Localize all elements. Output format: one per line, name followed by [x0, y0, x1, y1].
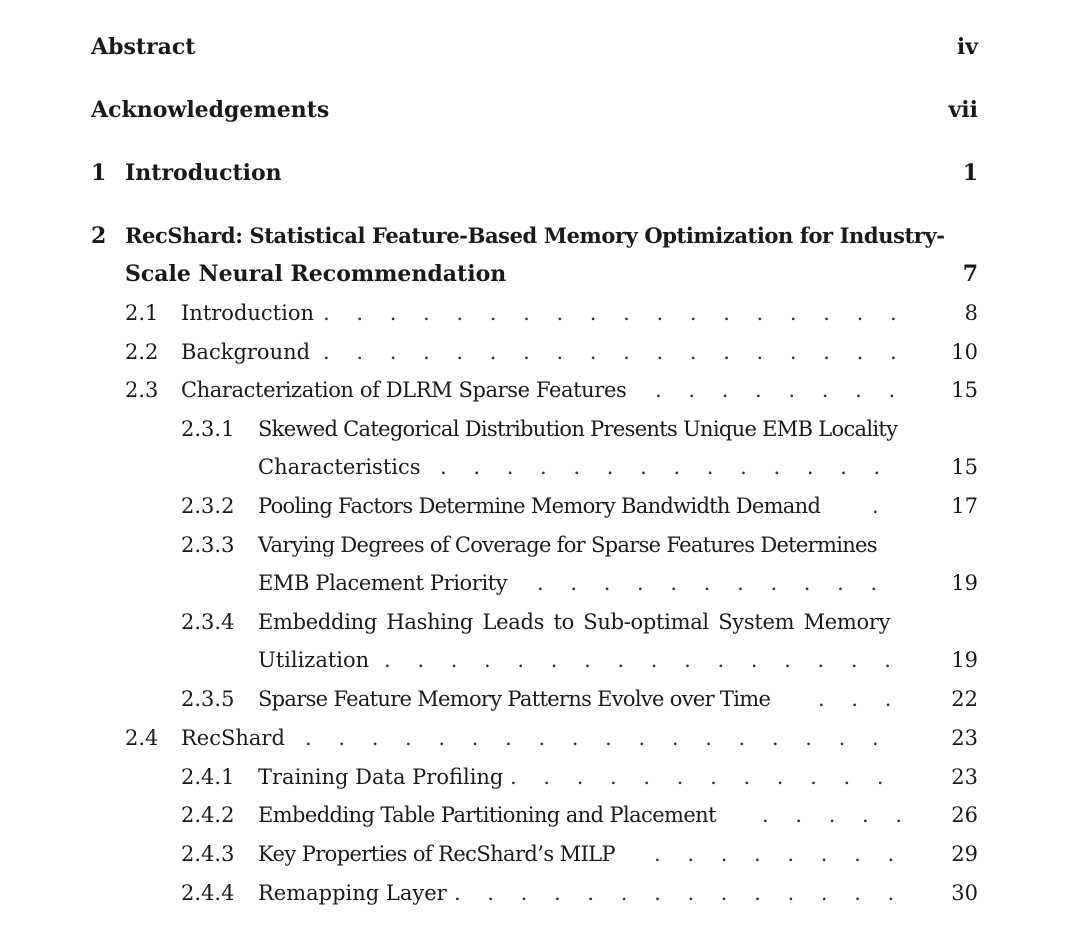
toc-leader: . . . . . . . . . . . . . . . . — [384, 648, 901, 672]
toc-entry-2-3-2[interactable] — [0, 488, 1080, 524]
toc-number: 2.3.3 — [181, 533, 235, 557]
toc-leader: . — [872, 494, 889, 518]
toc-title: Background — [181, 340, 311, 364]
toc-entry-chapter-2[interactable] — [0, 218, 1080, 254]
toc-title: Embedding Table Partitioning and Placement — [258, 803, 716, 827]
toc-entry-2-3-3-cont[interactable] — [0, 565, 1080, 601]
toc-title: Sparse Feature Memory Patterns Evolve over Time — [258, 687, 771, 711]
toc-page: 30 — [951, 881, 978, 905]
toc-page: 15 — [951, 378, 978, 402]
toc-leader: . . . . . . . . — [654, 842, 905, 866]
toc-entry-2-4-1[interactable] — [0, 759, 1080, 795]
toc-title: Characteristics — [258, 455, 421, 479]
toc-title: RecShard: Statistical Feature-Based Memory Optimization for Industry- — [125, 223, 945, 248]
toc-title: Characterization of DLRM Sparse Features — [181, 378, 627, 402]
toc-page: 23 — [951, 726, 978, 750]
toc-leader: . . . . . . . . . . . — [537, 571, 888, 595]
toc-number: 2.4 — [125, 726, 159, 750]
toc-number: 2.3 — [125, 378, 159, 402]
toc-entry-2-3-1[interactable] — [0, 411, 1080, 447]
toc-page: 7 — [962, 261, 978, 287]
toc-entry-2-3-5[interactable] — [0, 681, 1080, 717]
toc-leader: . . . — [818, 687, 902, 711]
toc-leader: . . . . . — [762, 803, 913, 827]
toc-page: 15 — [951, 455, 978, 479]
toc-number: 2.4.4 — [181, 881, 235, 905]
toc-number: 2.1 — [125, 301, 159, 325]
toc-title: Introduction — [181, 301, 314, 325]
toc-number: 2.2 — [125, 340, 159, 364]
toc-entry-2-3-4[interactable] — [0, 604, 1080, 640]
toc-number: 2 — [91, 223, 107, 249]
toc-title: RecShard — [181, 726, 285, 750]
toc-entry-acknowledgements[interactable] — [0, 92, 1080, 128]
toc-entry-2-3[interactable] — [0, 372, 1080, 408]
toc-title: EMB Placement Priority — [258, 571, 508, 595]
toc-entry-chapter-1[interactable] — [0, 155, 1080, 191]
toc-title: Introduction — [125, 160, 282, 186]
toc-entry-2-3-3[interactable] — [0, 527, 1080, 563]
toc-number: 2.3.5 — [181, 687, 235, 711]
toc-title: Key Properties of RecShard’s MILP — [258, 842, 616, 866]
toc-number: 2.4.3 — [181, 842, 235, 866]
toc-entry-2-1[interactable] — [0, 295, 1080, 331]
toc-page: 26 — [951, 803, 978, 827]
toc-leader: . . . . . . . . . . . . — [510, 765, 894, 789]
toc-page: vii — [948, 97, 978, 123]
toc-number: 2.3.4 — [181, 610, 235, 634]
toc-page: 19 — [951, 571, 978, 595]
toc-number: 2.4.2 — [181, 803, 235, 827]
toc-entry-2-3-1-cont[interactable] — [0, 449, 1080, 485]
toc-title: Training Data Profiling — [258, 765, 504, 789]
toc-title: Abstract — [91, 34, 196, 60]
toc-entry-2-4-2[interactable] — [0, 797, 1080, 833]
toc-leader: . . . . . . . . . . . . . . — [454, 881, 905, 905]
toc-page: 8 — [964, 301, 978, 325]
toc-entry-chapter-2-cont[interactable] — [0, 256, 1080, 292]
toc-entry-abstract[interactable] — [0, 29, 1080, 65]
toc-number: 2.3.1 — [181, 417, 235, 441]
toc-title: Acknowledgements — [91, 97, 330, 123]
toc-title: Scale Neural Recommendation — [125, 261, 507, 287]
toc-leader: . . . . . . . . . . . . . . . . . . — [305, 726, 889, 750]
toc-number: 2.4.1 — [181, 765, 235, 789]
toc-title: Embedding Hashing Leads to Sub-optimal System Memory — [258, 610, 891, 634]
toc-page: iv — [956, 34, 978, 60]
toc-page: 19 — [951, 648, 978, 672]
toc-page: 1 — [962, 160, 978, 186]
toc-title: Pooling Factors Determine Memory Bandwidth Demand — [258, 494, 821, 518]
toc-entry-2-4[interactable] — [0, 720, 1080, 756]
toc-leader: . . . . . . . . . . . . . . . . . . — [323, 301, 907, 325]
toc-title: Remapping Layer — [258, 881, 447, 905]
toc-page: 17 — [951, 494, 978, 518]
toc-entry-2-2[interactable] — [0, 334, 1080, 370]
toc-page: 10 — [951, 340, 978, 364]
toc-entry-2-3-4-cont[interactable] — [0, 642, 1080, 678]
toc-leader: . . . . . . . . . . . . . . — [440, 455, 891, 479]
toc-page: 23 — [951, 765, 978, 789]
toc-leader: . . . . . . . . . . . . . . . . . . — [323, 340, 907, 364]
toc-number: 2.3.2 — [181, 494, 235, 518]
toc-number: 1 — [91, 160, 107, 186]
toc-entry-2-4-4[interactable] — [0, 875, 1080, 911]
toc-page: 22 — [951, 687, 978, 711]
toc-title: Utilization — [258, 648, 370, 672]
toc-title: Varying Degrees of Coverage for Sparse Features Determines — [258, 533, 877, 557]
toc-title: Skewed Categorical Distribution Presents Unique EMB Locality — [258, 417, 898, 441]
toc-leader: . . . . . . . . — [655, 378, 906, 402]
toc-page: 29 — [951, 842, 978, 866]
toc-entry-2-4-3[interactable] — [0, 836, 1080, 872]
